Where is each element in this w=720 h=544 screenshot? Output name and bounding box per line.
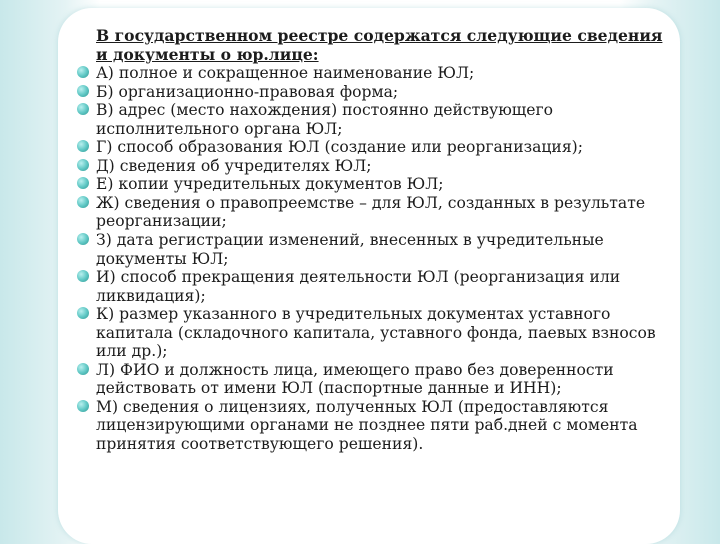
bullet-icon [77, 307, 89, 319]
list-item-text: З) дата регистрации изменений, внесенных в учредительные документы ЮЛ; [96, 231, 604, 268]
list-item [74, 175, 674, 194]
bullet-icon [77, 159, 89, 171]
list-item [74, 83, 674, 102]
list-item [74, 64, 674, 83]
list-item-text: В) адрес (место нахождения) постоянно действующего исполнительного органа ЮЛ; [96, 101, 554, 138]
list-item [74, 231, 674, 268]
list-item-text: Е) копии учредительных документов ЮЛ; [96, 175, 444, 194]
bullet-icon [77, 196, 89, 208]
list-item [74, 398, 674, 454]
bullet-icon [77, 140, 89, 152]
list-item-text: Ж) сведения о правопреемстве – для ЮЛ, созданных в результате реорганизации; [96, 193, 646, 231]
list-item [74, 101, 674, 138]
list-item-text: А) полное и сокращенное наименование ЮЛ; [96, 64, 475, 83]
list-item [74, 138, 674, 157]
slide-heading: В государственном реестре содержатся следующие сведения и документы о юр.лице: [96, 26, 663, 64]
requirements-list [74, 64, 674, 453]
list-item-text: К) размер указанного в учредительных документах уставного капитала (складочного капитала, уставного фонда, паевых взносов или др.); [96, 305, 656, 361]
bullet-icon [77, 400, 89, 412]
list-item-text: Д) сведения об учредителях ЮЛ; [96, 156, 372, 175]
list-item [74, 361, 674, 398]
list-item-text: Г) способ образования ЮЛ (создание или реорганизация); [96, 138, 583, 157]
bullet-icon [77, 177, 89, 189]
list-item [74, 157, 674, 176]
list-item [74, 268, 674, 305]
list-item [74, 305, 674, 361]
bullet-icon [77, 363, 89, 375]
list-item-text: Б) организационно-правовая форма; [96, 82, 399, 101]
list-item [74, 194, 674, 231]
bullet-icon [77, 103, 89, 115]
bullet-icon [77, 270, 89, 282]
list-item-text: М) сведения о лицензиях, полученных ЮЛ (предоставляются лицензирующими органами не позднее пяти раб.дней с момента принятия соответствующего решения). [96, 397, 638, 454]
bullet-icon [77, 66, 89, 78]
list-item-text: Л) ФИО и должность лица, имеющего право без доверенности действовать от имени ЮЛ (паспортные данные и ИНН); [96, 360, 614, 398]
bullet-icon [77, 233, 89, 245]
bullet-icon [77, 85, 89, 97]
list-item-text: И) способ прекращения деятельности ЮЛ (реорганизация или ликвидация); [96, 268, 621, 305]
slide-content [74, 27, 674, 454]
